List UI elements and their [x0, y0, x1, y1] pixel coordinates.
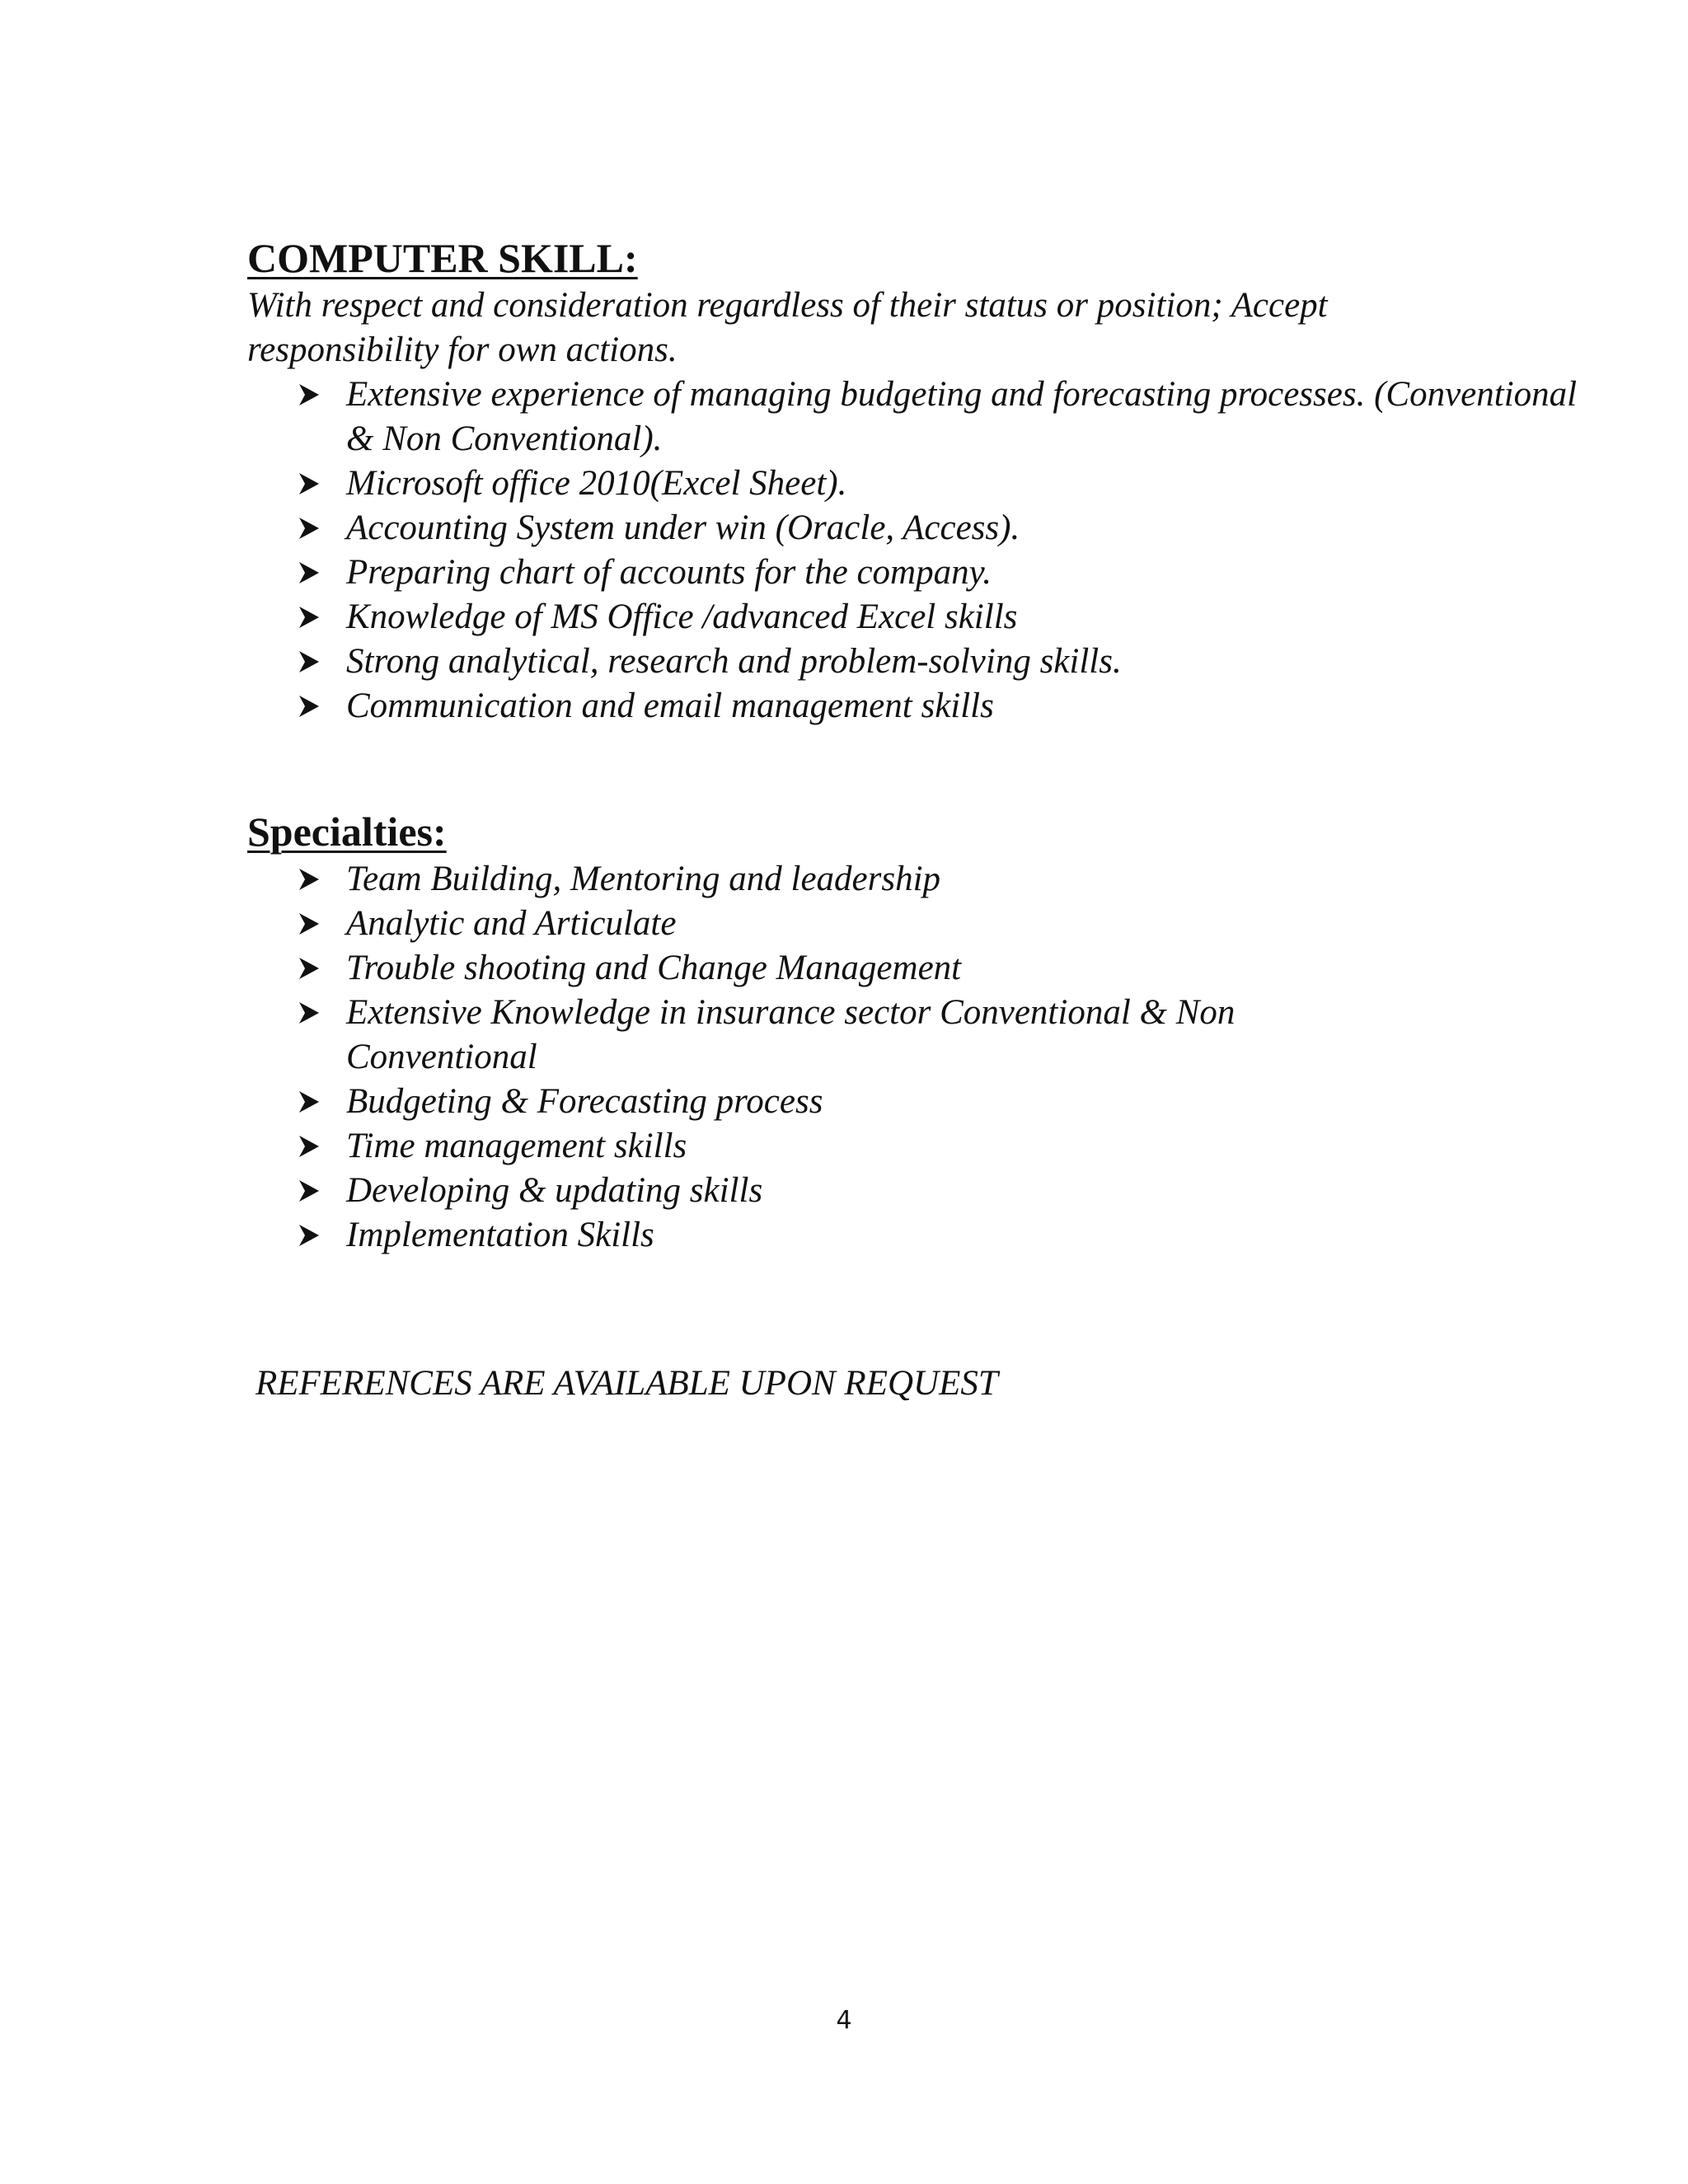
specialties-heading: Specialties: — [247, 808, 447, 855]
list-item-text: Microsoft office 2010(Excel Sheet). — [346, 464, 847, 503]
list-item — [247, 1169, 1582, 1213]
list-item — [247, 857, 1582, 902]
computer-skill-intro: With respect and consideration regardless of their status or position; Accept responsibility for own actions. — [247, 286, 1328, 369]
list-item-text: Time management skills — [346, 1127, 687, 1165]
arrowhead-bullet-icon — [298, 383, 320, 406]
list-item — [247, 1213, 1582, 1258]
arrowhead-bullet-icon — [298, 912, 320, 935]
list-item — [247, 902, 1582, 946]
arrowhead-bullet-icon — [298, 1179, 320, 1202]
list-item — [247, 640, 1582, 684]
references-note: REFERENCES ARE AVAILABLE UPON REQUEST — [256, 1364, 998, 1403]
arrowhead-bullet-icon — [298, 695, 320, 718]
computer-skill-heading: COMPUTER SKILL: — [247, 235, 638, 281]
list-item — [247, 551, 1582, 595]
list-item-text: Analytic and Articulate — [346, 904, 677, 943]
list-item — [247, 595, 1582, 640]
arrowhead-bullet-icon — [298, 472, 320, 495]
list-item-text: Communication and email management skills — [346, 687, 994, 725]
list-item — [247, 1124, 1582, 1169]
arrowhead-bullet-icon — [298, 1001, 320, 1024]
list-item — [247, 506, 1582, 551]
list-item — [247, 462, 1582, 506]
arrowhead-bullet-icon — [298, 1135, 320, 1158]
arrowhead-bullet-icon — [298, 1224, 320, 1247]
list-item — [247, 946, 1582, 991]
list-item-text: Implementation Skills — [346, 1216, 654, 1254]
computer-skill-section — [247, 232, 1578, 729]
list-item-text: Preparing chart of accounts for the company. — [346, 553, 992, 592]
list-item-text: Trouble shooting and Change Management — [346, 949, 962, 987]
list-item-text: Knowledge of MS Office /advanced Excel skills — [346, 598, 1018, 636]
list-item-text: Team Building, Mentoring and leadership — [346, 860, 941, 898]
list-item-text: Extensive experience of managing budgeting and forecasting processes. (Conventional & Non Conventional). — [346, 375, 1578, 458]
specialties-section — [247, 806, 1467, 1258]
list-item-text: Accounting System under win (Oracle, Access). — [346, 509, 1020, 547]
computer-skill-list — [247, 373, 1578, 729]
page-number: 4 — [836, 2006, 852, 2035]
list-item-text: Developing & updating skills — [346, 1171, 763, 1210]
specialties-list — [247, 857, 1467, 1258]
list-item — [247, 373, 1582, 462]
list-item — [247, 684, 1582, 729]
arrowhead-bullet-icon — [298, 606, 320, 629]
arrowhead-bullet-icon — [298, 957, 320, 980]
arrowhead-bullet-icon — [298, 517, 320, 540]
arrowhead-bullet-icon — [298, 561, 320, 584]
list-item-text: Budgeting & Forecasting process — [346, 1082, 823, 1121]
list-item-text: Extensive Knowledge in insurance sector Conventional & Non Conventional — [346, 993, 1236, 1076]
list-item — [247, 1080, 1582, 1124]
list-item — [247, 991, 1335, 1080]
arrowhead-bullet-icon — [298, 1090, 320, 1113]
arrowhead-bullet-icon — [298, 650, 320, 673]
arrowhead-bullet-icon — [298, 868, 320, 891]
list-item-text: Strong analytical, research and problem-solving skills. — [346, 642, 1122, 681]
